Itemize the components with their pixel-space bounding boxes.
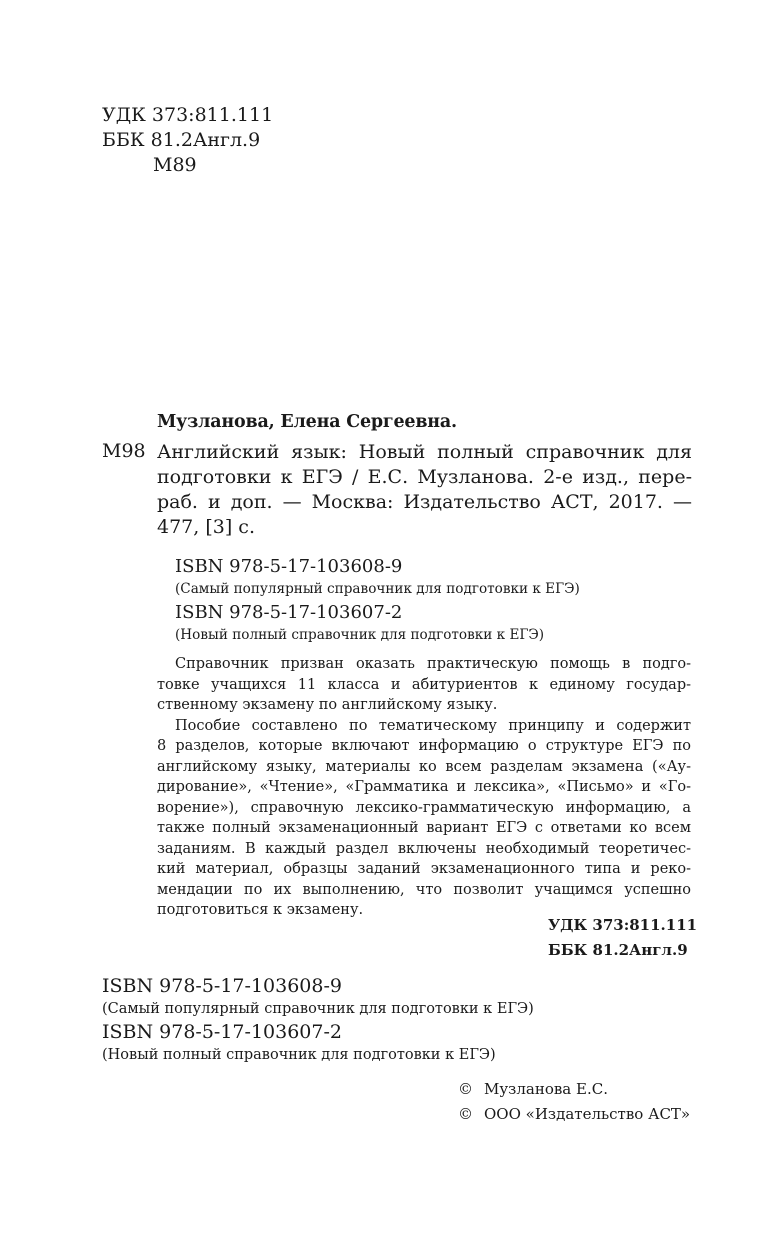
isbn-block-bottom: [102, 975, 534, 1067]
bbk-code: ББК 81.2Англ.9: [102, 129, 261, 151]
entry-mark: М98: [102, 440, 146, 462]
annotation-line: подготовиться к экзамену.: [157, 902, 364, 918]
udk-code: УДК 373:811.111: [548, 916, 698, 934]
isbn-note: (Самый популярный справочник для подготовки к ЕГЭ): [175, 581, 580, 597]
udk-code: УДК 373:811.111: [102, 104, 274, 126]
author-mark: М89: [153, 154, 197, 176]
copyright-line: [458, 1077, 690, 1102]
copyright-holder: ООО «Издательство АСТ»: [484, 1105, 691, 1123]
isbn-number: ISBN 978-5-17-103608-9: [175, 556, 403, 577]
biblio-line: 477, [3] с.: [157, 516, 255, 538]
isbn-number: ISBN 978-5-17-103607-2: [175, 602, 403, 623]
copyright-icon: ©: [458, 1080, 473, 1098]
annotation-line: дирование», «Чтение», «Грамматика и лексика», «Письмо» и «Го-: [157, 779, 691, 795]
annotation: [157, 654, 691, 921]
annotation-line: заданиям. В каждый раздел включены необходимый теоретичес-: [157, 840, 691, 857]
annotation-line: мендации по их выполнению, что позволит учащимся успешно: [157, 881, 691, 898]
copyright-line: [458, 1102, 690, 1127]
biblio-line: Английский язык: Новый полный справочник для: [157, 441, 692, 463]
copyright-notice: [458, 1077, 690, 1127]
annotation-line: ственному экзамену по английскому языку.: [157, 697, 498, 713]
isbn-number: ISBN 978-5-17-103608-9: [102, 975, 342, 997]
classification-codes: [102, 103, 273, 178]
bibliographic-description: [157, 440, 692, 540]
annotation-line: Справочник призван оказать практическую помощь в подго-: [175, 656, 691, 672]
copyright-icon: ©: [458, 1105, 473, 1123]
biblio-line: раб. и доп. — Москва: Издательство АСТ, 2017. —: [157, 491, 692, 513]
annotation-line: Пособие составлено по тематическому принципу и содержит: [175, 717, 691, 734]
annotation-line: также полный экзаменационный вариант ЕГЭ с ответами ко всем: [157, 820, 691, 836]
copyright-holder: Музланова Е.С.: [484, 1080, 608, 1098]
annotation-line: кий материал, образцы заданий экзаменационного типа и реко-: [157, 861, 691, 877]
annotation-line: товке учащихся 11 класса и абитуриентов к единому государ-: [157, 676, 691, 693]
isbn-note: (Новый полный справочник для подготовки к ЕГЭ): [102, 1047, 496, 1063]
isbn-number: ISBN 978-5-17-103607-2: [102, 1021, 342, 1043]
classification-codes-right: [548, 913, 697, 963]
isbn-block: [175, 556, 580, 648]
biblio-line: подготовки к ЕГЭ / Е.С. Музланова. 2-е изд., пере-: [157, 466, 692, 488]
author-heading: Музланова, Елена Сергеевна.: [157, 412, 457, 432]
annotation-line: английскому языку, материалы ко всем разделам экзамена («Ау-: [157, 758, 691, 775]
annotation-line: 8 разделов, которые включают информацию о структуре ЕГЭ по: [157, 738, 691, 754]
annotation-line: ворение»), справочную лексико-грамматическую информацию, а: [157, 799, 691, 816]
bbk-code: ББК 81.2Англ.9: [548, 941, 688, 959]
isbn-note: (Новый полный справочник для подготовки к ЕГЭ): [175, 627, 545, 643]
isbn-note: (Самый популярный справочник для подготовки к ЕГЭ): [102, 1001, 534, 1017]
